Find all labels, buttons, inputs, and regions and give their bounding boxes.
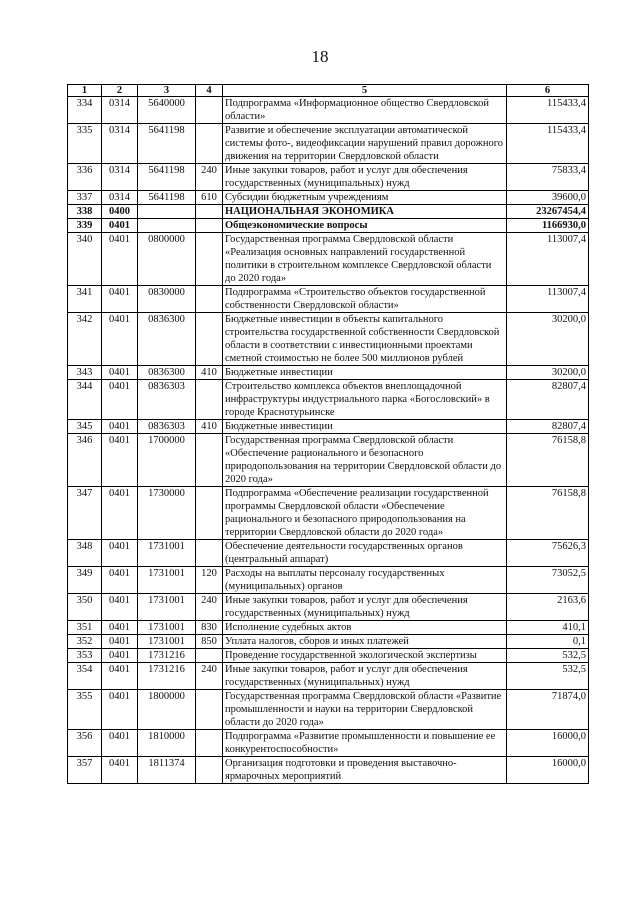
section-code-cell: 0401	[102, 567, 138, 594]
item-name-cell: Бюджетные инвестиции	[223, 420, 507, 434]
row-number-cell: 335	[68, 124, 102, 164]
expense-type-cell	[196, 540, 223, 567]
table-row	[68, 757, 589, 784]
amount-cell: 39600,0	[507, 191, 589, 205]
row-number-cell: 348	[68, 540, 102, 567]
expense-type-cell	[196, 649, 223, 663]
target-article-cell: 5641198	[138, 124, 196, 164]
target-article-cell: 0830000	[138, 286, 196, 313]
amount-cell: 16000,0	[507, 757, 589, 784]
expense-type-cell: 410	[196, 366, 223, 380]
section-code-cell: 0314	[102, 164, 138, 191]
expense-type-cell: 240	[196, 663, 223, 690]
expense-type-cell	[196, 487, 223, 540]
row-number-cell: 347	[68, 487, 102, 540]
table-row	[68, 380, 589, 420]
amount-cell: 82807,4	[507, 380, 589, 420]
expense-type-cell	[196, 97, 223, 124]
target-article-cell: 1731001	[138, 594, 196, 621]
target-article-cell: 0836300	[138, 313, 196, 366]
row-number-cell: 350	[68, 594, 102, 621]
target-article-cell: 1731216	[138, 663, 196, 690]
amount-cell: 16000,0	[507, 730, 589, 757]
header-cell: 5	[223, 85, 507, 97]
row-number-cell: 346	[68, 434, 102, 487]
row-number-cell: 355	[68, 690, 102, 730]
amount-cell: 30200,0	[507, 313, 589, 366]
expense-type-cell	[196, 380, 223, 420]
expense-type-cell: 610	[196, 191, 223, 205]
section-code-cell: 0401	[102, 540, 138, 567]
expense-type-cell	[196, 124, 223, 164]
row-number-cell: 353	[68, 649, 102, 663]
target-article-cell: 1811374	[138, 757, 196, 784]
expense-type-cell	[196, 205, 223, 219]
table-row	[68, 594, 589, 621]
table-row	[68, 487, 589, 540]
target-article-cell: 1731001	[138, 540, 196, 567]
target-article-cell: 5641198	[138, 164, 196, 191]
row-number-cell: 349	[68, 567, 102, 594]
section-code-cell: 0400	[102, 205, 138, 219]
row-number-cell: 337	[68, 191, 102, 205]
item-name-cell: Подпрограмма «Строительство объектов государственной собственности Свердловской области»	[223, 286, 507, 313]
table-row	[68, 286, 589, 313]
section-code-cell: 0401	[102, 313, 138, 366]
amount-cell: 73052,5	[507, 567, 589, 594]
section-code-cell: 0401	[102, 690, 138, 730]
row-number-cell: 339	[68, 219, 102, 233]
item-name-cell: Развитие и обеспечение эксплуатации автоматической системы фото-, видеофиксации нарушений правил дорожного движения на территории Свердловской области	[223, 124, 507, 164]
target-article-cell: 1731001	[138, 621, 196, 635]
table-body	[68, 97, 589, 784]
row-number-cell: 334	[68, 97, 102, 124]
section-code-cell: 0401	[102, 366, 138, 380]
table-row	[68, 233, 589, 286]
amount-cell: 115433,4	[507, 124, 589, 164]
table-row	[68, 124, 589, 164]
expense-type-cell	[196, 434, 223, 487]
row-number-cell: 343	[68, 366, 102, 380]
table-row	[68, 313, 589, 366]
amount-cell: 23267454,4	[507, 205, 589, 219]
target-article-cell: 1800000	[138, 690, 196, 730]
target-article-cell: 1810000	[138, 730, 196, 757]
section-code-cell: 0401	[102, 663, 138, 690]
item-name-cell: Уплата налогов, сборов и иных платежей	[223, 635, 507, 649]
row-number-cell: 357	[68, 757, 102, 784]
item-name-cell: Проведение государственной экологической экспертизы	[223, 649, 507, 663]
row-number-cell: 351	[68, 621, 102, 635]
header-cell: 4	[196, 85, 223, 97]
expense-type-cell	[196, 690, 223, 730]
amount-cell: 115433,4	[507, 97, 589, 124]
row-number-cell: 340	[68, 233, 102, 286]
expense-type-cell	[196, 313, 223, 366]
item-name-cell: Расходы на выплаты персоналу государственных (муниципальных) органов	[223, 567, 507, 594]
section-code-cell: 0314	[102, 124, 138, 164]
table-row	[68, 649, 589, 663]
expense-type-cell	[196, 286, 223, 313]
item-name-cell: Подпрограмма «Обеспечение реализации государственной программы Свердловской области «Обеспечение рационального и безопасного природопользования на территории Свердловской области до 2020 года»	[223, 487, 507, 540]
target-article-cell: 1730000	[138, 487, 196, 540]
expense-type-cell	[196, 730, 223, 757]
row-number-cell: 344	[68, 380, 102, 420]
item-name-cell: Общеэкономические вопросы	[223, 219, 507, 233]
amount-cell: 30200,0	[507, 366, 589, 380]
amount-cell: 75833,4	[507, 164, 589, 191]
expense-type-cell: 830	[196, 621, 223, 635]
table-header-row	[68, 85, 589, 97]
table-row	[68, 540, 589, 567]
item-name-cell: Обеспечение деятельности государственных органов (центральный аппарат)	[223, 540, 507, 567]
table-row	[68, 663, 589, 690]
section-code-cell: 0401	[102, 380, 138, 420]
amount-cell: 113007,4	[507, 286, 589, 313]
target-article-cell: 1700000	[138, 434, 196, 487]
row-number-cell: 352	[68, 635, 102, 649]
row-number-cell: 354	[68, 663, 102, 690]
item-name-cell: НАЦИОНАЛЬНАЯ ЭКОНОМИКА	[223, 205, 507, 219]
section-code-cell: 0314	[102, 97, 138, 124]
section-code-cell: 0401	[102, 649, 138, 663]
row-number-cell: 338	[68, 205, 102, 219]
amount-cell: 532,5	[507, 663, 589, 690]
table-row	[68, 635, 589, 649]
amount-cell: 532,5	[507, 649, 589, 663]
row-number-cell: 342	[68, 313, 102, 366]
expense-type-cell: 120	[196, 567, 223, 594]
item-name-cell: Иные закупки товаров, работ и услуг для обеспечения государственных (муниципальных) нужд	[223, 164, 507, 191]
section-code-cell: 0401	[102, 757, 138, 784]
table-row	[68, 730, 589, 757]
table-row	[68, 690, 589, 730]
budget-table	[67, 84, 589, 784]
item-name-cell: Бюджетные инвестиции	[223, 366, 507, 380]
section-code-cell: 0401	[102, 621, 138, 635]
item-name-cell: Субсидии бюджетным учреждениям	[223, 191, 507, 205]
item-name-cell: Исполнение судебных актов	[223, 621, 507, 635]
table-row	[68, 567, 589, 594]
row-number-cell: 336	[68, 164, 102, 191]
table-row	[68, 191, 589, 205]
table-row	[68, 621, 589, 635]
target-article-cell: 0800000	[138, 233, 196, 286]
table-row	[68, 97, 589, 124]
target-article-cell: 0836300	[138, 366, 196, 380]
amount-cell: 410,1	[507, 621, 589, 635]
target-article-cell	[138, 205, 196, 219]
amount-cell: 71874,0	[507, 690, 589, 730]
table-row	[68, 164, 589, 191]
amount-cell: 0,1	[507, 635, 589, 649]
item-name-cell: Государственная программа Свердловской области «Обеспечение рационального и безопасного природопользования на территории Свердловской области до 2020 года»	[223, 434, 507, 487]
amount-cell: 75626,3	[507, 540, 589, 567]
item-name-cell: Бюджетные инвестиции в объекты капитального строительства государственной собственности Свердловской области в соответствии с инвестиционными проектами сметной стоимостью не более 500 миллионов рублей	[223, 313, 507, 366]
expense-type-cell	[196, 219, 223, 233]
section-code-cell: 0401	[102, 219, 138, 233]
target-article-cell: 1731216	[138, 649, 196, 663]
table-row	[68, 205, 589, 219]
table-row	[68, 219, 589, 233]
amount-cell: 113007,4	[507, 233, 589, 286]
row-number-cell: 341	[68, 286, 102, 313]
row-number-cell: 356	[68, 730, 102, 757]
target-article-cell	[138, 219, 196, 233]
section-code-cell: 0401	[102, 487, 138, 540]
item-name-cell: Иные закупки товаров, работ и услуг для обеспечения государственных (муниципальных) нужд	[223, 594, 507, 621]
item-name-cell: Организация подготовки и проведения выставочно-ярмарочных мероприятий	[223, 757, 507, 784]
expense-type-cell: 240	[196, 594, 223, 621]
section-code-cell: 0401	[102, 233, 138, 286]
item-name-cell: Иные закупки товаров, работ и услуг для обеспечения государственных (муниципальных) нужд	[223, 663, 507, 690]
amount-cell: 82807,4	[507, 420, 589, 434]
page-number: 18	[311, 47, 329, 66]
header-cell: 2	[102, 85, 138, 97]
target-article-cell: 0836303	[138, 380, 196, 420]
section-code-cell: 0401	[102, 434, 138, 487]
section-code-cell: 0401	[102, 594, 138, 621]
section-code-cell: 0401	[102, 286, 138, 313]
target-article-cell: 0836303	[138, 420, 196, 434]
item-name-cell: Подпрограмма «Информационное общество Свердловской области»	[223, 97, 507, 124]
header-cell: 6	[507, 85, 589, 97]
item-name-cell: Государственная программа Свердловской области «Реализация основных направлений государственной политики в строительном комплексе Свердловской области до 2020 года»	[223, 233, 507, 286]
target-article-cell: 1731001	[138, 567, 196, 594]
expense-type-cell: 850	[196, 635, 223, 649]
amount-cell: 76158,8	[507, 487, 589, 540]
section-code-cell: 0401	[102, 635, 138, 649]
expense-type-cell: 410	[196, 420, 223, 434]
expense-type-cell	[196, 233, 223, 286]
item-name-cell: Строительство комплекса объектов внеплощадочной инфраструктуры индустриального парка «Богословский» в городе Краснотурьинске	[223, 380, 507, 420]
target-article-cell: 1731001	[138, 635, 196, 649]
section-code-cell: 0401	[102, 730, 138, 757]
amount-cell: 1166930,0	[507, 219, 589, 233]
table-row	[68, 420, 589, 434]
section-code-cell: 0314	[102, 191, 138, 205]
item-name-cell: Государственная программа Свердловской области «Развитие промышленности и науки на территории Свердловской области до 2020 года»	[223, 690, 507, 730]
item-name-cell: Подпрограмма «Развитие промышленности и повышение ее конкурентоспособности»	[223, 730, 507, 757]
expense-type-cell: 240	[196, 164, 223, 191]
table-row	[68, 434, 589, 487]
expense-type-cell	[196, 757, 223, 784]
section-code-cell: 0401	[102, 420, 138, 434]
target-article-cell: 5640000	[138, 97, 196, 124]
amount-cell: 2163,6	[507, 594, 589, 621]
table-row	[68, 366, 589, 380]
row-number-cell: 345	[68, 420, 102, 434]
header-cell: 3	[138, 85, 196, 97]
amount-cell: 76158,8	[507, 434, 589, 487]
header-cell: 1	[68, 85, 102, 97]
target-article-cell: 5641198	[138, 191, 196, 205]
